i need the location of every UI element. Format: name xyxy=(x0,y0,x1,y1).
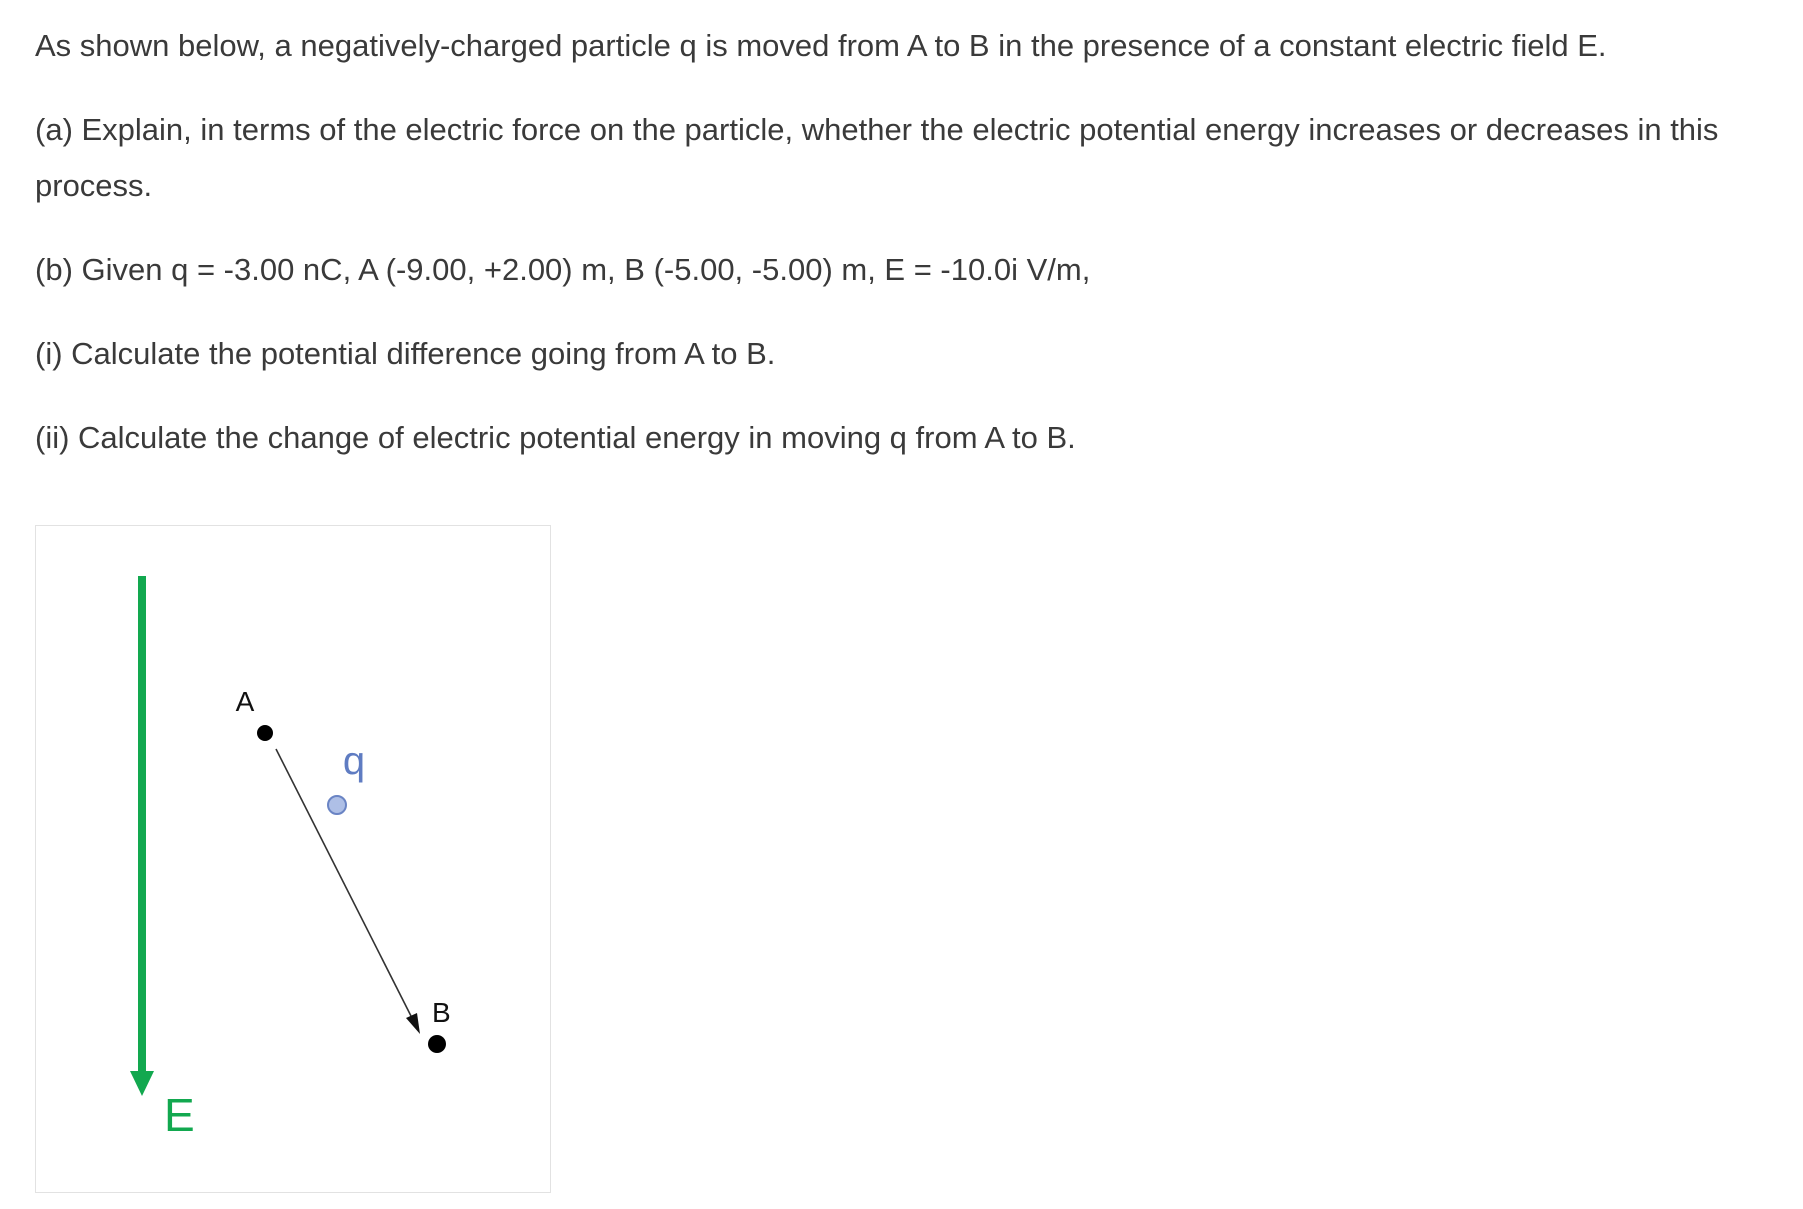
path-line xyxy=(276,749,411,1016)
question-text xyxy=(35,18,1775,494)
question-part-b: (b) Given q = -3.00 nC, A (-9.00, +2.00) m, B (-5.00, -5.00) m, E = -10.0i V/m, xyxy=(35,252,1091,287)
field-arrow-head xyxy=(130,1071,154,1096)
point-b-label: B xyxy=(432,997,451,1028)
question-part-a: (a) Explain, in terms of the electric force on the particle, whether the electric potential energy increases or decreases in this process. xyxy=(35,112,1719,203)
diagram-figure xyxy=(35,525,551,1193)
field-label: E xyxy=(164,1089,195,1141)
question-part-b-i: (i) Calculate the potential difference going from A to B. xyxy=(35,336,776,371)
point-b xyxy=(428,1035,446,1053)
question-part-b-ii: (ii) Calculate the change of electric potential energy in moving q from A to B. xyxy=(35,420,1076,455)
path-arrow-head xyxy=(406,1013,420,1034)
point-a xyxy=(257,725,273,741)
charge-label: q xyxy=(342,739,366,783)
charge-q xyxy=(328,796,346,814)
question-intro: As shown below, a negatively-charged particle q is moved from A to B in the presence of a constant electric field E. xyxy=(35,28,1607,63)
point-a-label: A xyxy=(235,686,255,717)
diagram-svg xyxy=(36,526,552,1194)
